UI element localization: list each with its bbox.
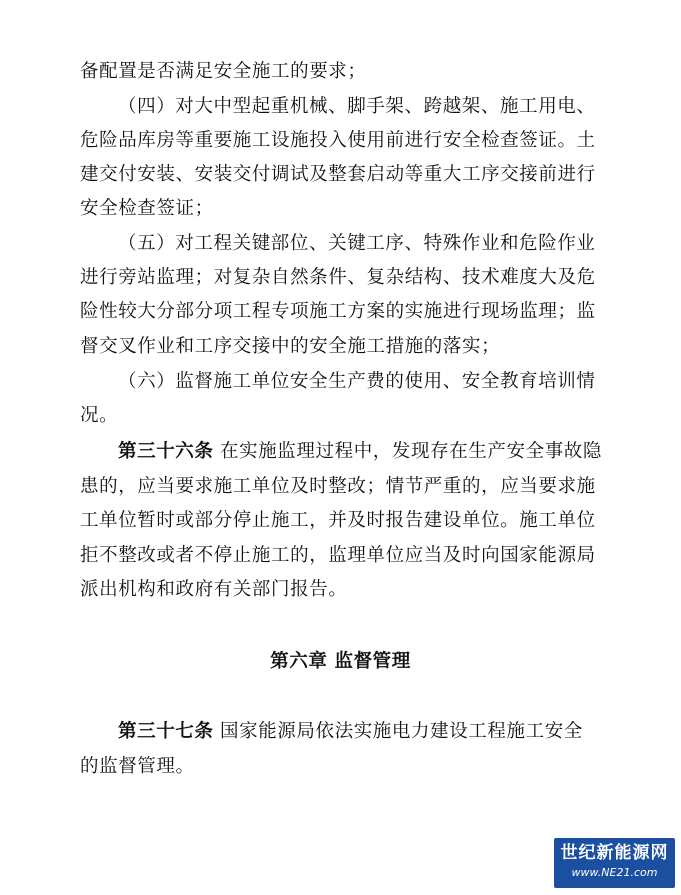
paragraph-line: 患的，应当要求施工单位及时整改；情节严重的，应当要求施 [80, 476, 596, 497]
paragraph-line: 的监督管理。 [80, 756, 195, 777]
chapter-title: 第六章 监督管理 [270, 651, 411, 672]
article-36-text: 在实施监理过程中，发现存在生产安全事故隐 [220, 441, 603, 462]
paragraph-line: 派出机构和政府有关部门报告。 [80, 579, 348, 600]
article-37-first-line [118, 720, 583, 744]
paragraph-line: （六）监督施工单位安全生产费的使用、安全教育培训情 [118, 371, 596, 392]
watermark-site-name: 世纪新能源网 [560, 843, 669, 863]
watermark-logo [554, 838, 675, 888]
paragraph-line: 拒不整改或者不停止施工的，监理单位应当及时向国家能源局 [80, 545, 596, 566]
article-37-heading: 第三十七条 [118, 721, 214, 742]
article-37-text: 国家能源局依法实施电力建设工程施工安全 [220, 721, 583, 742]
paragraph-line: 危险品库房等重要施工设施投入使用前进行安全检查签证。土 [80, 130, 596, 151]
paragraph-line: 建交付安装、安装交付调试及整套启动等重大工序交接前进行 [80, 164, 596, 185]
paragraph-line: （四）对大中型起重机械、脚手架、跨越架、施工用电、 [118, 96, 596, 117]
watermark-url: www.NE21.com [571, 866, 658, 879]
paragraph-line: 况。 [80, 405, 119, 426]
paragraph-line: 工单位暂时或部分停止施工，并及时报告建设单位。施工单位 [80, 510, 596, 531]
paragraph-line: 进行旁站监理；对复杂自然条件、复杂结构、技术难度大及危 [80, 267, 596, 288]
paragraph-line: 安全检查签证； [80, 198, 214, 219]
article-36-first-line [118, 440, 602, 464]
paragraph-line: 备配置是否满足安全施工的要求； [80, 61, 367, 82]
article-36-heading: 第三十六条 [118, 441, 214, 462]
paragraph-line: 督交叉作业和工序交接中的安全施工措施的落实； [80, 336, 501, 357]
paragraph-line: 险性较大分部分项工程专项施工方案的实施进行现场监理；监 [80, 301, 596, 322]
paragraph-line: （五）对工程关键部位、关键工序、特殊作业和危险作业 [118, 233, 596, 254]
